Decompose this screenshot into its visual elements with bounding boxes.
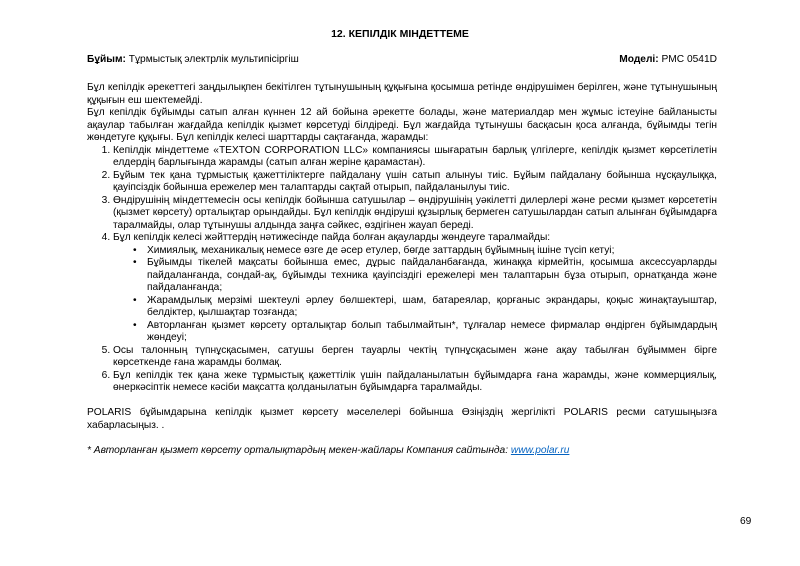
model-label: Моделі: <box>619 54 659 65</box>
contact-paragraph: POLARIS бұйымдарына кепілдік қызмет көрсету мәселелері бойынша Өзіңіздің жергілікті POLARIS ресми сатушыңызға хабарласыңыз. . <box>87 407 717 431</box>
condition-text: Бұл кепілдік келесі жәйттердің нәтижесінде пайда болған ақауларды жөндеуге таралмайды: <box>113 232 551 243</box>
exclusion-item: • Химиялық, механикалық немесе өзге де әсер етулер, бөгде заттардың бұйымның ішіне түсіп кетуі; <box>137 245 717 258</box>
exclusion-item: • Авторланған қызмет көрсету орталықтар болып табылмайтын*, тұлғалар немесе фирмалар өндірген бұйымдардың жөндеуі; <box>137 320 717 345</box>
product-line <box>87 54 299 67</box>
page-title: 12. КЕПІЛДІК МІНДЕТТЕМЕ <box>331 28 469 40</box>
condition-text: Өндірушінің міндеттемесін осы кепілдік бойынша сатушылар – өндірушінің уәкілетті дилерлері және ресми қызмет көрсететін (қызмет көрсету) орталықтар орындайды. Бұл кепілдік өндіруші құзырлық бермеген сатушылардан сатып алынған бұйымдарға таралмайды, олар тұтынушы алдында заңға сәйкес, өздігінен жауап береді. <box>113 194 717 231</box>
website-link[interactable]: www.polar.ru <box>510 444 570 456</box>
condition-text: Кепілдік міндеттеме «TEXTON CORPORATION LLC» компаниясы шығаратын барлық үлгілерге, кепілдік қызмет көрсетілетін елдердің барлығында жарамды (сатып алған жеріне қарамастан). <box>113 144 717 168</box>
condition-item <box>113 345 717 370</box>
condition-item <box>113 145 717 170</box>
condition-item <box>113 232 717 345</box>
page-number: 69 <box>740 516 752 527</box>
exclusion-item: • Жарамдылық мерзімі шектеулі әрлеу бөлшектері, шам, батареялар, қорғаныс экрандары, қоқыс жинақтауыштар, белдіктер, қылшақтар тозғанда; <box>137 295 717 320</box>
condition-text: Осы талонның түпнұсқасымен, сатушы берген тауарлы чектің түпнұсқасымен және ақау табылған бұйыммен бірге көрсеткенде ғана жарамды болмақ. <box>113 344 717 368</box>
condition-item <box>113 370 717 395</box>
intro-paragraph-1: Бұл кепілдік әрекеттегі заңдылықпен бекітілген тұтынушының құқығына қосымша ретінде өндірушімен берілген, және тұтынушының құқығын еш шектемейді. <box>87 82 717 106</box>
document-body <box>87 82 717 457</box>
spacer <box>87 432 717 445</box>
condition-text: Бұл кепілдік тек қана жеке тұрмыстық қажеттілік үшін пайдаланылатын бұйымдарға ғана жарамды, және коммерциялық, өнеркәсіптік немесе кәсіби мақсатта қолданылатын бұйымдарға таралмайды. <box>113 369 717 393</box>
exclusions-list <box>113 245 717 345</box>
condition-item <box>113 170 717 195</box>
product-label: Бұйым: <box>87 54 126 65</box>
footnote <box>87 445 717 458</box>
intro-paragraph-2: Бұл кепілдік бұйымды сатып алған күннен 12 ай бойына әрекетте болады, және материалдар мен жұмыс істеуіне байланысты ақаулар табылған жағдайда кепілдік қызмет көрсетуді білдіреді. Бұл жағдайда тұтынушы басқасын қоса алғанда, бұйымды тегін жөндетуге құқығы. Бұл кепілдік келесі шарттарды сақтағанда, жарамды: <box>87 107 717 143</box>
condition-item <box>113 195 717 233</box>
product-value: Тұрмыстық электрлік мультипісіргіш <box>128 54 299 65</box>
condition-text: Бұйым тек қана тұрмыстық қажеттіліктерге пайдалану үшін сатып алынуы тиіс. Бұйым пайдалану бойынша нұсқаулыққа, қауіпсіздік бойынша ережелер мен талаптарды сақтай отырып, пайдаланылуы тиіс. <box>113 169 717 193</box>
spacer <box>87 395 717 408</box>
footnote-text: * Авторланған қызмет көрсету орталықтардың мекен-жайлары Компания сайтында: <box>87 444 509 456</box>
model-line <box>619 54 717 67</box>
conditions-list <box>87 145 717 395</box>
model-value: PMC 0541D <box>661 54 717 65</box>
exclusion-item: • Бұйымды тікелей мақсаты бойынша емес, дұрыс пайдаланбағанда, жинаққа кірмейтін, қосымша аксессуарларды пайдаланғанда, сондай-ақ, бұйымды техника қауіпсіздігі ережелері мен талаптарын бұза отырып, орнатқанда және пайдаланғанда; <box>137 257 717 295</box>
